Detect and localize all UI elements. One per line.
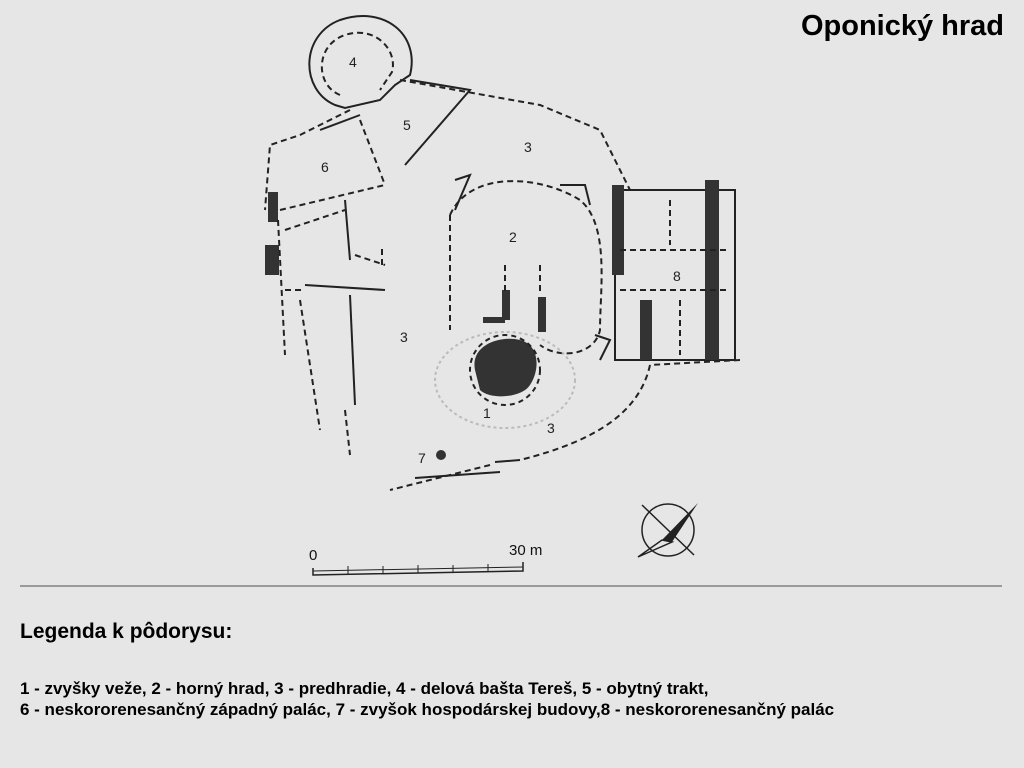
scale-start-label: 0 — [309, 547, 318, 564]
legend-line-2: 6 - neskororenesančný západný palác, 7 - zvyšok hospodárskej budovy,8 - neskororenesančný palác — [20, 700, 835, 719]
area-label-4: 4 — [349, 54, 357, 70]
residential-wing-walls — [265, 80, 630, 210]
legend-text — [20, 678, 1010, 720]
outer-ward-west-walls — [285, 200, 385, 455]
area-label-8: 8 — [673, 268, 681, 284]
area-label-3-west: 3 — [400, 329, 408, 345]
area-label-3-north: 3 — [524, 139, 532, 155]
section-divider — [20, 585, 1002, 587]
area-labels — [321, 54, 681, 466]
area-label-6: 6 — [321, 159, 329, 175]
area-label-7: 7 — [418, 450, 426, 466]
north-arrow-icon — [638, 503, 698, 557]
scale-bar — [309, 542, 542, 575]
area-label-2: 2 — [509, 229, 517, 245]
scale-end-label: 30 m — [509, 542, 543, 559]
legend-heading: Legenda k pôdorysu: — [20, 620, 233, 643]
area-label-5: 5 — [403, 117, 411, 133]
cannon-bastion-tower — [309, 16, 411, 108]
area-label-1: 1 — [483, 405, 491, 421]
west-palace-walls — [265, 185, 385, 355]
upper-castle-walls — [450, 175, 610, 360]
plan-title: Oponický hrad — [800, 10, 1004, 42]
area-label-3-south: 3 — [547, 420, 555, 436]
tower-remains — [435, 332, 575, 428]
legend-line-1: 1 - zvyšky veže, 2 - horný hrad, 3 - predhradie, 4 - delová bašta Tereš, 5 - obytný trakt, — [20, 679, 709, 698]
